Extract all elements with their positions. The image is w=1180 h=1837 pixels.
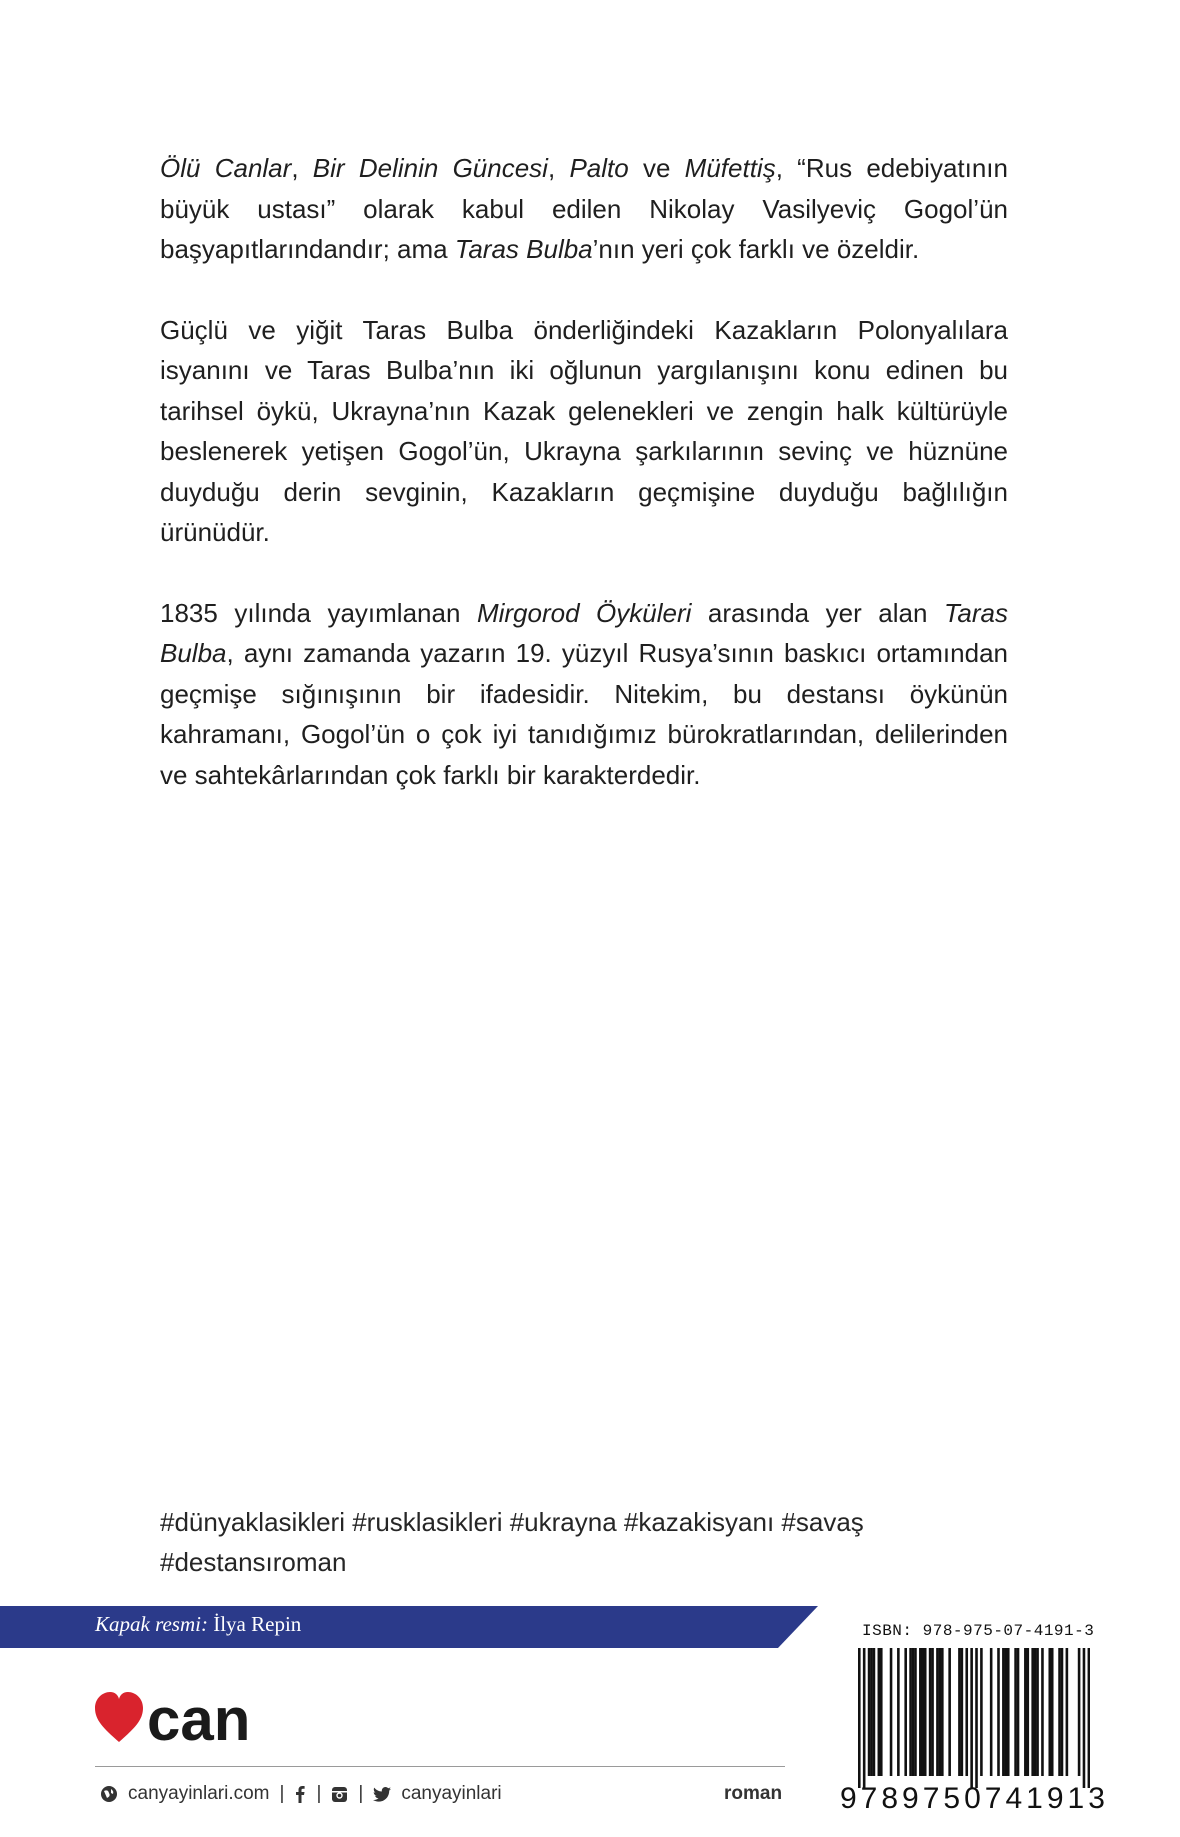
title-taras-bulba: Taras Bulba bbox=[454, 234, 593, 264]
barcode-bar bbox=[1041, 1648, 1044, 1776]
separator: | bbox=[358, 1783, 364, 1804]
barcode-bar bbox=[936, 1648, 939, 1776]
barcode bbox=[858, 1648, 1090, 1788]
social-handle[interactable]: canyayinlari bbox=[401, 1783, 502, 1804]
barcode-bar bbox=[912, 1648, 915, 1776]
footer-divider bbox=[95, 1766, 785, 1767]
title-mufettis: Müfettiş bbox=[684, 153, 776, 183]
barcode-bar bbox=[1027, 1648, 1030, 1776]
text-fragment: arasında yer alan bbox=[691, 597, 944, 628]
title-palto: Palto bbox=[569, 153, 629, 183]
barcode-bar bbox=[873, 1648, 876, 1776]
barcode-bar bbox=[1088, 1648, 1090, 1788]
barcode-bar bbox=[1036, 1648, 1039, 1776]
hashtags: #dünyaklasikleri #rusklasikleri #ukrayna #kazakisyanı #savaş #destansıroman bbox=[160, 1507, 864, 1577]
heart-icon bbox=[95, 1692, 143, 1742]
barcode-bar bbox=[863, 1648, 866, 1788]
barcode-bar bbox=[858, 1648, 861, 1788]
barcode-bar bbox=[1083, 1648, 1086, 1788]
barcode-bar bbox=[924, 1648, 927, 1776]
title-taras-bulba: Taras Bulba bbox=[160, 597, 1009, 668]
twitter-icon[interactable] bbox=[373, 1787, 391, 1802]
text-fragment: , bbox=[547, 153, 570, 183]
title-olu-canlar: Ölü Canlar bbox=[160, 153, 292, 183]
barcode-bar bbox=[921, 1648, 924, 1776]
barcode-bar bbox=[941, 1648, 944, 1776]
barcode-bar bbox=[965, 1648, 968, 1776]
barcode-bar bbox=[961, 1648, 964, 1776]
isbn-label: ISBN: 978-975-07-4191-3 bbox=[862, 1622, 1095, 1640]
cover-credit-label: Kapak resmi: bbox=[95, 1612, 208, 1636]
barcode-bar bbox=[970, 1648, 973, 1788]
separator: | bbox=[316, 1783, 322, 1804]
barcode-bar bbox=[1058, 1648, 1061, 1776]
barcode-bar bbox=[878, 1648, 881, 1776]
barcode-bar bbox=[1017, 1648, 1020, 1776]
text-fragment: ve bbox=[628, 153, 685, 183]
barcode-bar bbox=[948, 1648, 951, 1776]
genre-label: roman bbox=[724, 1783, 783, 1804]
barcode-bar bbox=[958, 1648, 961, 1776]
barcode-bar bbox=[931, 1648, 934, 1776]
text-fragment: , “Rus edebiyatının büyük ustası” olarak kabul edilen Nikolay Vasilyeviç Gogol’ün başyapıtlarındandır; ama bbox=[160, 153, 1008, 264]
barcode-bar bbox=[1048, 1648, 1051, 1776]
barcode-bar bbox=[1061, 1648, 1064, 1776]
publisher-footer bbox=[100, 1783, 502, 1805]
blurb-paragraph-1 bbox=[160, 148, 1008, 270]
barcode-bar bbox=[1005, 1648, 1008, 1776]
barcode-bar bbox=[1031, 1648, 1034, 1776]
blurb-paragraph-2: Güçlü ve yiğit Taras Bulba önderliğindeki Kazakların Polonyalılara isyanını ve Taras Bulba’nın iki oğlunun yargılanışını konu edinen bu tarihsel öykü, Ukrayna’nın Kazak gelenekleri ve zengin halk kültürüyle beslenerek yetişen Gogol’ün, Ukrayna şarkılarının sevinç ve hüznüne duyduğu derin sevginin, Kazakların geçmişine duyduğu bağlılığın ürünüdür. bbox=[160, 314, 1008, 547]
text-fragment: , bbox=[291, 153, 313, 183]
barcode-bar bbox=[1051, 1648, 1054, 1776]
barcode-bar bbox=[980, 1648, 983, 1776]
barcode-bar bbox=[914, 1648, 917, 1776]
cover-credit-name: İlya Repin bbox=[213, 1612, 302, 1636]
barcode-bar bbox=[897, 1648, 900, 1776]
text-fragment: , aynı zamanda yazarın 19. yüzyıl Rusya’sının baskıcı ortamından geçmişe sığınışının bir ifadesidir. Nitekim, bu destansı öykünün kahramanı, Gogol’ün o çok iyi tanıdığımız bürokratlarından, delilerinden ve sahtekârlarından çok farklı bir karakterdedir. bbox=[160, 638, 1008, 790]
facebook-icon[interactable] bbox=[294, 1785, 306, 1803]
barcode-bar bbox=[990, 1648, 993, 1776]
text-fragment: ’nın yeri çok farklı ve özeldir. bbox=[592, 234, 920, 264]
website-link[interactable]: canyayinlari.com bbox=[128, 1783, 270, 1804]
barcode-bar bbox=[1024, 1648, 1027, 1776]
barcode-bar bbox=[1078, 1648, 1081, 1776]
globe-icon bbox=[100, 1785, 118, 1803]
cover-credit bbox=[95, 1612, 301, 1637]
barcode-bar bbox=[870, 1648, 873, 1776]
barcode-bar bbox=[1034, 1648, 1037, 1776]
barcode-bar bbox=[868, 1648, 871, 1776]
barcode-bar bbox=[1002, 1648, 1005, 1776]
barcode-bar bbox=[929, 1648, 932, 1776]
barcode-bar bbox=[1007, 1648, 1010, 1776]
title-bir-delinin-guncesi: Bir Delinin Güncesi bbox=[312, 153, 548, 183]
barcode-bar bbox=[909, 1648, 912, 1776]
instagram-icon[interactable] bbox=[331, 1786, 348, 1803]
logo-text: can bbox=[147, 1690, 251, 1748]
title-mirgorod-oykuleri: Mirgorod Öyküleri bbox=[476, 597, 692, 628]
blurb-paragraph-3 bbox=[160, 593, 1008, 796]
separator: | bbox=[279, 1783, 285, 1804]
barcode-bar bbox=[975, 1648, 978, 1788]
barcode-bar bbox=[1066, 1648, 1069, 1776]
barcode-bar bbox=[880, 1648, 883, 1776]
text-fragment: 1835 yılında yayımlanan bbox=[160, 597, 477, 628]
barcode-bar bbox=[1014, 1648, 1017, 1776]
barcode-bar bbox=[997, 1648, 1000, 1776]
barcode-bar bbox=[939, 1648, 942, 1776]
can-publisher-logo bbox=[95, 1690, 295, 1748]
barcode-digits: 9789750741913 bbox=[840, 1782, 1109, 1815]
barcode-bar bbox=[890, 1648, 893, 1776]
barcode-bar bbox=[919, 1648, 922, 1776]
barcode-bar bbox=[904, 1648, 907, 1776]
back-cover-blurb bbox=[160, 148, 1008, 835]
